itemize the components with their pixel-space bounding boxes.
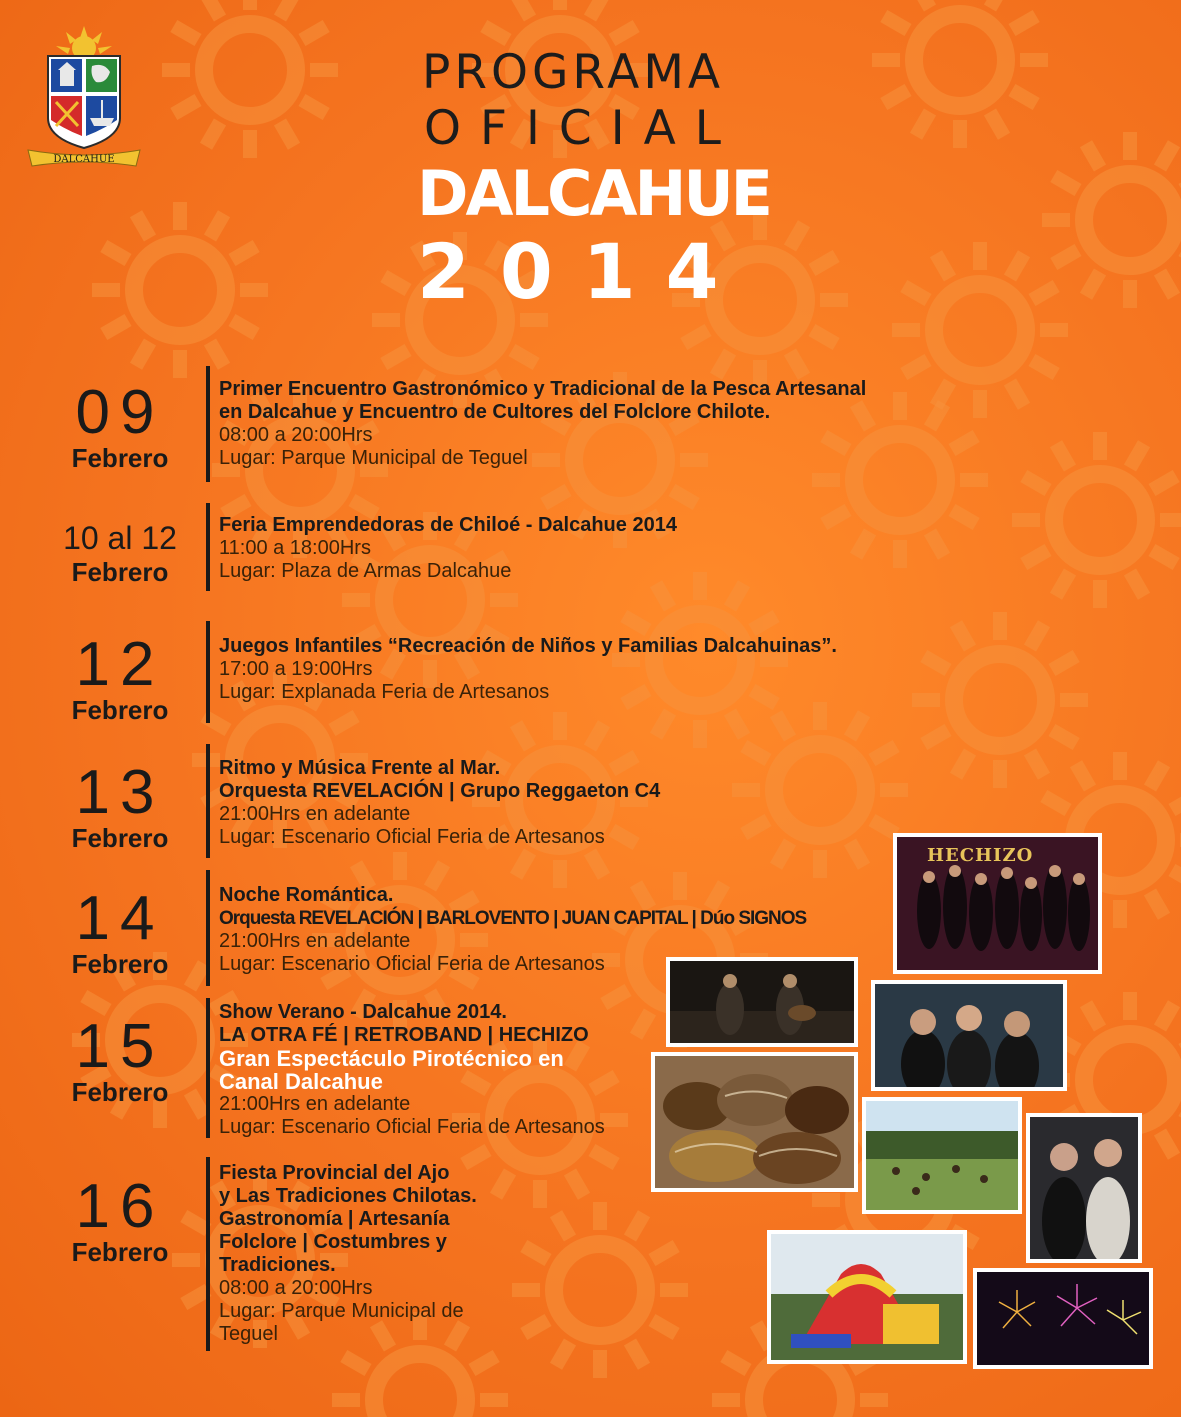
event-month: Febrero xyxy=(71,443,169,473)
event-location: Lugar: Plaza de Armas Dalcahue xyxy=(219,560,512,582)
event-time: 08:00 a 20:00Hrs xyxy=(219,1277,373,1299)
event-month: Febrero xyxy=(71,695,169,725)
event-day: 09 xyxy=(75,378,165,447)
event-time: 17:00 a 19:00Hrs xyxy=(219,658,373,680)
band-photo-hechizo xyxy=(893,833,1102,974)
event-title: en Dalcahue y Encuentro de Cultores del Folclore Chilote. xyxy=(219,401,771,423)
title-city: DALCAHUE xyxy=(417,157,771,230)
event-date xyxy=(30,518,210,586)
event-day: 14 xyxy=(75,884,165,953)
event-day: 15 xyxy=(75,1012,165,1081)
event-day: 10 al 12 xyxy=(63,520,177,556)
event-location: Lugar: Escenario Oficial Feria de Artesanos xyxy=(219,1116,605,1138)
event-lineup: Orquesta REVELACIÓN | Grupo Reggaeton C4 xyxy=(219,780,661,802)
event-title: y Las Tradiciones Chilotas. xyxy=(219,1185,477,1207)
sun-motif xyxy=(872,0,1048,148)
event-day: 16 xyxy=(75,1172,165,1241)
event-subtitle: Gastronomía | Artesanía xyxy=(219,1208,450,1230)
event-location: Lugar: Escenario Oficial Feria de Artesanos xyxy=(219,953,605,975)
event-details xyxy=(219,884,989,976)
event-title: Feria Emprendedoras de Chiloé - Dalcahue 2014 xyxy=(219,514,677,536)
event-month: Febrero xyxy=(71,557,169,587)
duo-guitar-photo xyxy=(666,957,858,1047)
event-title: Noche Romántica. xyxy=(219,884,394,906)
event-month: Febrero xyxy=(71,1237,169,1267)
dalcahue-coat-of-arms-logo xyxy=(26,26,142,168)
event-location: Lugar: Parque Municipal de xyxy=(219,1300,464,1322)
event-title: Primer Encuentro Gastronómico y Tradicional de la Pesca Artesanal xyxy=(219,378,867,400)
event-date xyxy=(30,378,210,473)
event-highlight: Gran Espectáculo Pirotécnico en xyxy=(219,1046,564,1071)
sun-motif xyxy=(1012,432,1181,608)
event-divider xyxy=(206,744,210,858)
title-programa: PROGRAMA xyxy=(422,45,725,100)
trio-band-photo xyxy=(871,980,1067,1091)
event-date xyxy=(30,1012,210,1107)
event-location: Lugar: Parque Municipal de Teguel xyxy=(219,447,528,469)
festival-crowd-photo xyxy=(862,1097,1022,1214)
event-divider xyxy=(206,998,210,1138)
sun-motif xyxy=(1042,132,1181,308)
duo-singers-photo xyxy=(1026,1113,1142,1263)
event-month: Febrero xyxy=(71,1077,169,1107)
event-details xyxy=(219,757,989,849)
event-divider xyxy=(206,1157,210,1351)
event-subtitle: Tradiciones. xyxy=(219,1254,336,1276)
knitted-crafts-photo xyxy=(651,1052,858,1192)
sun-motif xyxy=(92,202,268,378)
sun-motif xyxy=(162,0,338,158)
event-details xyxy=(219,635,989,704)
event-date xyxy=(30,1172,210,1267)
event-subtitle: Folclore | Costumbres y xyxy=(219,1231,447,1253)
event-divider xyxy=(206,870,210,986)
band-photo-title: HECHIZO xyxy=(927,845,1034,866)
event-date xyxy=(30,884,210,979)
inflatable-slide-photo xyxy=(767,1230,967,1364)
event-location: Lugar: Escenario Oficial Feria de Artesanos xyxy=(219,826,605,848)
event-time: 21:00Hrs en adelante xyxy=(219,803,411,825)
event-lineup: Orquesta REVELACIÓN | BARLOVENTO | JUAN CAPITAL | Dúo SIGNOS xyxy=(219,908,807,929)
event-location: Lugar: Explanada Feria de Artesanos xyxy=(219,681,550,703)
event-day: 13 xyxy=(75,758,165,827)
event-date xyxy=(30,630,210,725)
crest-banner-text: DALCAHUE xyxy=(53,154,115,165)
event-divider xyxy=(206,503,210,591)
event-details xyxy=(219,514,989,583)
event-divider xyxy=(206,366,210,482)
event-time: 11:00 a 18:00Hrs xyxy=(219,537,371,559)
event-title: Show Verano - Dalcahue 2014. xyxy=(219,1001,507,1023)
event-highlight: Canal Dalcahue xyxy=(219,1069,383,1094)
event-lineup: LA OTRA FÉ | RETROBAND | HECHIZO xyxy=(219,1024,589,1046)
event-location: Teguel xyxy=(219,1323,278,1345)
title-year: 2014 xyxy=(417,227,749,316)
event-title: Juegos Infantiles “Recreación de Niños y Familias Dalcahuinas”. xyxy=(219,635,837,657)
event-time: 08:00 a 20:00Hrs xyxy=(219,424,373,446)
title-oficial: OFICIAL xyxy=(424,101,740,156)
event-title: Fiesta Provincial del Ajo xyxy=(219,1162,450,1184)
event-time: 21:00Hrs en adelante xyxy=(219,1093,411,1115)
event-day: 12 xyxy=(75,630,165,699)
event-time: 21:00Hrs en adelante xyxy=(219,930,411,952)
event-date xyxy=(30,758,210,853)
event-title: Ritmo y Música Frente al Mar. xyxy=(219,757,501,779)
event-details xyxy=(219,378,989,470)
event-divider xyxy=(206,621,210,723)
event-month: Febrero xyxy=(71,949,169,979)
fireworks-photo xyxy=(973,1268,1153,1369)
event-month: Febrero xyxy=(71,823,169,853)
